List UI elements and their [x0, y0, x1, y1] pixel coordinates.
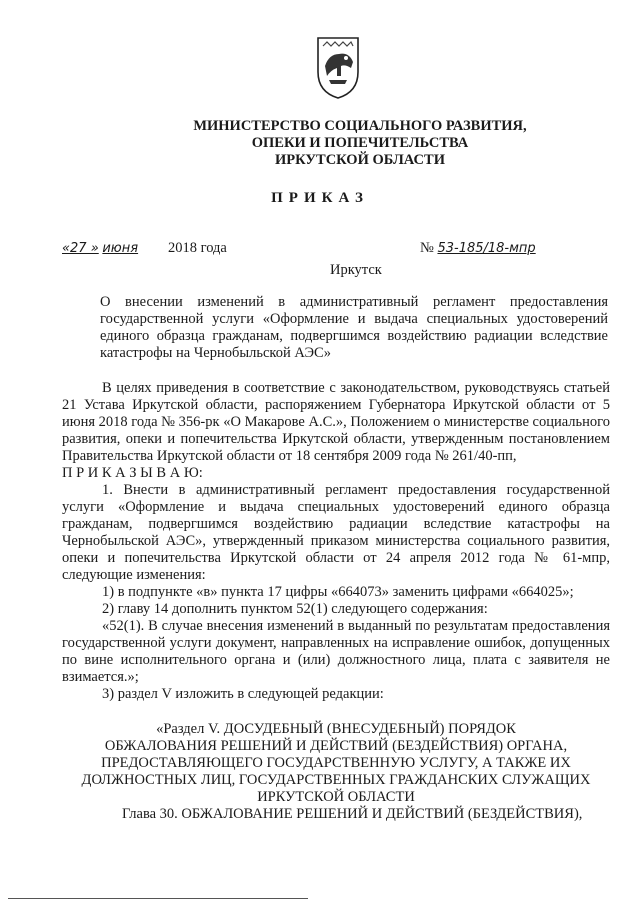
section-line-5: ИРКУТСКОЙ ОБЛАСТИ: [257, 789, 415, 805]
ministry-line-1: МИНИСТЕРСТВО СОЦИАЛЬНОГО РАЗВИТИЯ,: [193, 118, 527, 134]
section-v-title: [62, 721, 610, 806]
city: Иркутск: [330, 262, 382, 278]
subitem-3: 3) раздел V изложить в следующей редакции:: [102, 686, 384, 702]
item-1: 1. Внести в административный регламент предоставления государственной услуги «Оформление и выдача специальных удостоверений единого образца гражданам, подвергшимся воздействию радиации вследствие катастрофы на Чернобыльской АЭС», утвержденный приказом министерства социального развития, опеки и попечительства Иркутской области от 24 апреля 2012 года № 61-мпр, следующие изменения:: [62, 482, 610, 583]
section-line-3: ПРЕДОСТАВЛЯЮЩЕГО ГОСУДАРСТВЕННУЮ УСЛУГУ, А ТАКЖЕ ИХ: [101, 755, 571, 771]
section-line-1: «Раздел V. ДОСУДЕБНЫЙ (ВНЕСУДЕБНЫЙ) ПОРЯДОК: [156, 721, 516, 737]
ministry-name: [150, 118, 570, 169]
order-date: [62, 240, 227, 257]
order-title: ПРИКАЗ: [271, 190, 369, 206]
quote-52-1: «52(1). В случае внесения изменений в выданный по результатам предоставления государственной услуги документ, направленных на исправление ошибок, допущенных по вине исполнительного органа и (или) должностного лица, плата с заявителя не взимается.»;: [62, 618, 610, 685]
number-sign: №: [420, 240, 434, 256]
subitem-1: 1) в подпункте «в» пункта 17 цифры «664073» заменить цифрами «664025»;: [102, 584, 574, 600]
section-line-4: ДОЛЖНОСТНЫХ ЛИЦ, ГОСУДАРСТВЕННЫХ ГРАЖДАНСКИХ СЛУЖАЩИХ: [81, 772, 591, 788]
subitem-2: 2) главу 14 дополнить пунктом 52(1) следующего содержания:: [102, 601, 488, 617]
date-year: 2018 года: [167, 240, 227, 256]
date-month: июня: [102, 241, 139, 256]
order-subject: О внесении изменений в административный регламент предоставления государственной услуги «Оформление и выдача специальных удостоверений единого образца гражданам, подвергшимся воздействию радиации вследствие катастрофы на Чернобыльской АЭС»: [100, 294, 608, 361]
ministry-line-3: ИРКУТСКОЙ ОБЛАСТИ: [275, 152, 445, 168]
date-day: «27 »: [62, 241, 99, 256]
coat-of-arms-icon: [315, 32, 361, 100]
footer-divider: [8, 898, 308, 899]
preamble: В целях приведения в соответствие с законодательством, руководствуясь статьей 21 Устава Иркутской области, распоряжением Губернатора Иркутской области от 5 июня 2018 года № 356-рк «О Макарове А.С.», Положением о министерстве социального развития, опеки и попечительства Иркутской области, утвержденным постановлением Правительства Иркутской области от 18 сентября 2009 года № 261/40-пп,: [62, 380, 610, 464]
number-value: 53-185/18-мпр: [437, 241, 536, 256]
ministry-line-2: ОПЕКИ И ПОПЕЧИТЕЛЬСТВА: [251, 135, 469, 151]
order-word: П Р И К А З Ы В А Ю:: [62, 465, 203, 481]
order-number: [420, 240, 536, 257]
section-line-2: ОБЖАЛОВАНИЯ РЕШЕНИЙ И ДЕЙСТВИЙ (БЕЗДЕЙСТВИЯ) ОРГАНА,: [104, 738, 568, 754]
chapter-30-title: Глава 30. ОБЖАЛОВАНИЕ РЕШЕНИЙ И ДЕЙСТВИЙ (БЕЗДЕЙСТВИЯ),: [122, 806, 583, 822]
order-body: [62, 380, 610, 823]
